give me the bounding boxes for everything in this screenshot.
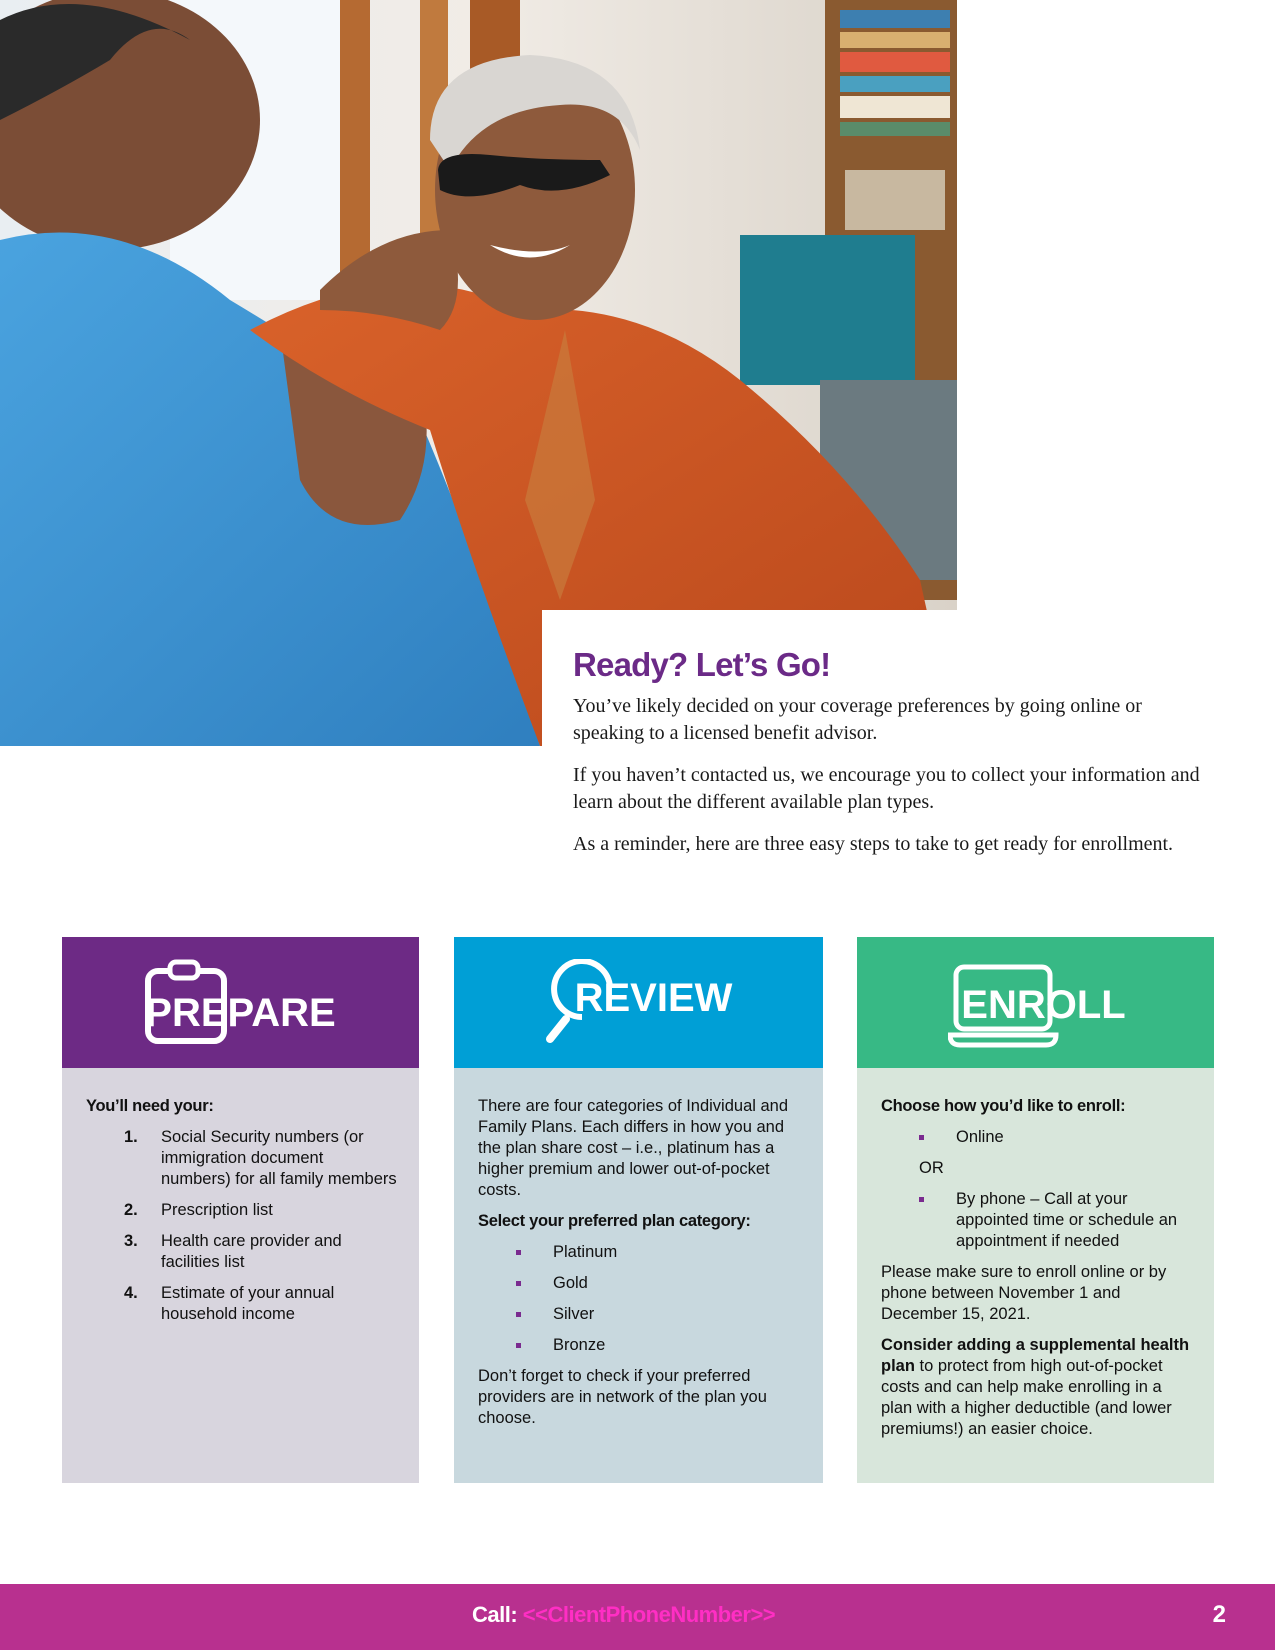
review-lead: Select your preferred plan category: — [478, 1212, 751, 1230]
list-item — [86, 1127, 397, 1190]
list-item — [478, 1304, 801, 1325]
item-number: 3. — [124, 1232, 138, 1250]
prepare-card-body — [62, 1068, 419, 1483]
enroll-title: ENROLL — [961, 983, 1126, 1027]
phone-number[interactable]: <<ClientPhoneNumber>> — [522, 1602, 776, 1627]
item-number: 1. — [124, 1128, 138, 1146]
item-text: Online — [956, 1128, 1004, 1146]
bullet — [919, 1135, 924, 1140]
bullet — [516, 1343, 521, 1348]
list-item — [86, 1200, 397, 1221]
review-title: REVIEW — [574, 976, 733, 1020]
item-text: Silver — [553, 1305, 595, 1323]
supplemental-rest: to protect from high out-of-pocket costs and can help make enrolling in a plan with a higher deductible (and lower premiums!) an easier choice. — [881, 1357, 1172, 1438]
list-item — [478, 1335, 801, 1356]
plan-category-list — [478, 1242, 801, 1356]
list-item — [86, 1231, 397, 1273]
item-number: 2. — [124, 1201, 138, 1219]
enroll-card-header — [857, 937, 1214, 1068]
review-card-body — [454, 1068, 823, 1483]
bullet — [516, 1281, 521, 1286]
list-item — [881, 1189, 1192, 1252]
intro-section — [573, 646, 1213, 873]
intro-paragraph-3: As a reminder, here are three easy steps to take to get ready for enrollment. — [573, 833, 1174, 855]
page-number: 2 — [1212, 1601, 1226, 1628]
list-item — [86, 1283, 397, 1325]
call-label: Call: — [472, 1602, 523, 1627]
enroll-option-list-1 — [881, 1127, 1192, 1148]
enroll-option-list-2 — [881, 1189, 1192, 1252]
review-card — [454, 937, 823, 1483]
photo-margin — [957, 0, 1275, 620]
enroll-card — [857, 937, 1214, 1483]
prepare-card — [62, 937, 419, 1483]
prepare-list — [86, 1127, 397, 1325]
list-item — [478, 1273, 801, 1294]
review-intro: There are four categories of Individual and Family Plans. Each differs in how you and the plan share cost – i.e., platinum has a higher premium and lower out-of-pocket costs. — [478, 1097, 789, 1199]
footer-call — [472, 1602, 775, 1628]
prepare-lead: You’ll need your: — [86, 1097, 214, 1115]
item-text: Estimate of your annual household income — [161, 1284, 335, 1323]
review-outro: Don’t forget to check if your preferred providers are in network of the plan you choose. — [478, 1367, 767, 1427]
item-text: By phone – Call at your appointed time or schedule an appointment if needed — [956, 1190, 1178, 1250]
list-item — [478, 1242, 801, 1263]
intro-paragraph-1: You’ve likely decided on your coverage preferences by going online or speaking to a licensed benefit advisor. — [573, 695, 1142, 744]
footer-bar — [0, 1584, 1275, 1650]
review-card-header — [454, 937, 823, 1068]
intro-paragraph-2: If you haven’t contacted us, we encourage you to collect your information and learn about the different available plan types. — [573, 764, 1200, 813]
item-text: Prescription list — [161, 1201, 273, 1219]
enroll-reminder: Please make sure to enroll online or by phone between November 1 and December 15, 2021. — [881, 1263, 1167, 1323]
enroll-or: OR — [919, 1159, 944, 1177]
prepare-title: PREPARE — [145, 991, 336, 1035]
enroll-supplemental — [881, 1335, 1192, 1440]
list-item — [881, 1127, 1192, 1148]
item-text: Gold — [553, 1274, 588, 1292]
bullet — [919, 1197, 924, 1202]
bullet — [516, 1250, 521, 1255]
bullet — [516, 1312, 521, 1317]
item-text: Bronze — [553, 1336, 606, 1354]
enroll-card-body — [857, 1068, 1214, 1483]
item-text: Social Security numbers (or immigration document numbers) for all family members — [161, 1128, 397, 1188]
item-text: Health care provider and facilities list — [161, 1232, 342, 1271]
item-text: Platinum — [553, 1243, 618, 1261]
enroll-lead: Choose how you’d like to enroll: — [881, 1097, 1126, 1115]
supplemental-bold: Consider adding a supplemental health plan — [881, 1336, 1190, 1375]
item-number: 4. — [124, 1284, 138, 1302]
intro-title: Ready? Let’s Go! — [573, 646, 831, 683]
prepare-card-header — [62, 937, 419, 1068]
